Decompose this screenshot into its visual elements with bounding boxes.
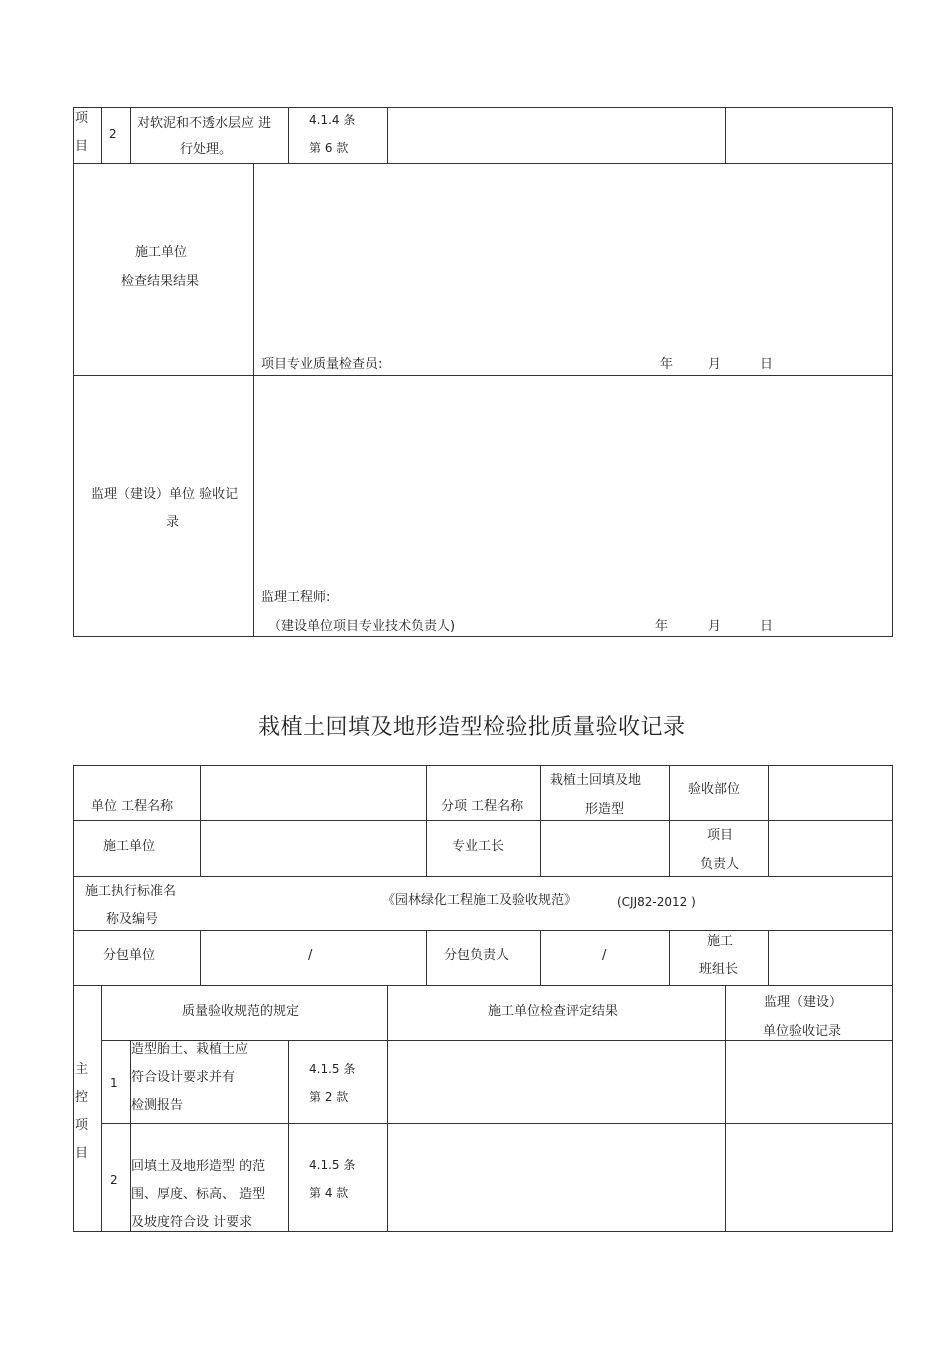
spec-header: 质量验收规范的规定 [182, 1004, 300, 1019]
subcontract-lead-value: / [602, 948, 607, 963]
project-lead-label: 项目 [707, 828, 734, 843]
main-control-label: 目 [75, 1146, 89, 1161]
item-text: 造型胎土、栽植土应 [131, 1042, 249, 1057]
document-title: 栽植土回填及地形造型检验批质量验收记录 [258, 715, 686, 740]
row-category-char: 项 [75, 111, 89, 126]
acceptance-part-label: 验收部位 [688, 782, 741, 797]
constructor-result-label: 检查结果结果 [121, 274, 200, 289]
team-lead-label: 施工 [707, 934, 734, 949]
constructor-label: 施工单位 [103, 839, 156, 854]
standard-label: 施工执行标准名 [85, 884, 177, 899]
standard-code: (CJJ82-2012 ) [617, 895, 696, 909]
clause-ref: 4.1.5 条 [309, 1158, 356, 1172]
supervisor-record-label: 录 [166, 515, 180, 530]
clause-ref: 第 6 款 [309, 141, 349, 155]
supervisor-record-header: 单位验收记录 [763, 1024, 842, 1039]
date-year: 年 [655, 619, 669, 634]
project-lead-label: 负责人 [700, 857, 740, 872]
main-control-label: 项 [75, 1118, 89, 1133]
date-day: 日 [760, 357, 774, 372]
item-text: 及坡度符合设 计要求 [131, 1215, 253, 1230]
item-text: 对软泥和不透水层应 进 [137, 116, 272, 131]
standard-label: 称及编号 [106, 912, 159, 927]
date-month: 月 [708, 619, 722, 634]
inspector-signature-line: 项目专业质量检查员: [261, 357, 383, 372]
subcontract-lead-label: 分包负责人 [444, 948, 510, 963]
subcontract-unit-label: 分包单位 [103, 948, 156, 963]
clause-ref: 第 4 款 [309, 1186, 349, 1200]
sub-project-name-value: 形造型 [585, 802, 625, 817]
standard-value: 《园林绿化工程施工及验收规范》 [382, 893, 578, 908]
main-control-label: 控 [75, 1090, 89, 1105]
row-category-char: 目 [75, 139, 89, 154]
item-text: 回填土及地形造型 的范 [131, 1159, 266, 1174]
date-year: 年 [660, 357, 674, 372]
subcontract-unit-value: / [308, 948, 313, 963]
supervisor-record-label: 监理（建设）单位 验收记 [91, 487, 239, 502]
main-control-label: 主 [75, 1062, 89, 1077]
item-text: 符合设计要求并有 [131, 1070, 236, 1085]
supervisor-record-header: 监理（建设） [764, 995, 843, 1010]
clause-ref: 4.1.4 条 [309, 113, 356, 127]
sub-project-name-label: 分项 工程名称 [441, 799, 524, 814]
item-text: 行处理。 [180, 142, 233, 157]
unit-project-name-label: 单位 工程名称 [91, 799, 174, 814]
item-number: 2 [110, 1173, 118, 1187]
owner-tech-lead-line: （建设单位项目专业技术负责人) [268, 619, 456, 634]
item-number: 1 [110, 1076, 118, 1090]
constructor-result-label: 施工单位 [135, 245, 188, 260]
check-result-header: 施工单位检查评定结果 [488, 1004, 619, 1019]
sub-project-name-value: 栽植土回填及地 [550, 773, 642, 788]
item-text: 检测报告 [131, 1098, 184, 1113]
clause-ref: 第 2 款 [309, 1090, 349, 1104]
supervisor-engineer-line: 监理工程师: [261, 590, 331, 605]
clause-ref: 4.1.5 条 [309, 1062, 356, 1076]
team-lead-label: 班组长 [699, 962, 739, 977]
date-day: 日 [760, 619, 774, 634]
row-number: 2 [109, 127, 117, 141]
date-month: 月 [708, 357, 722, 372]
item-text: 围、厚度、标高、 造型 [131, 1187, 266, 1202]
foreman-label: 专业工长 [452, 839, 505, 854]
